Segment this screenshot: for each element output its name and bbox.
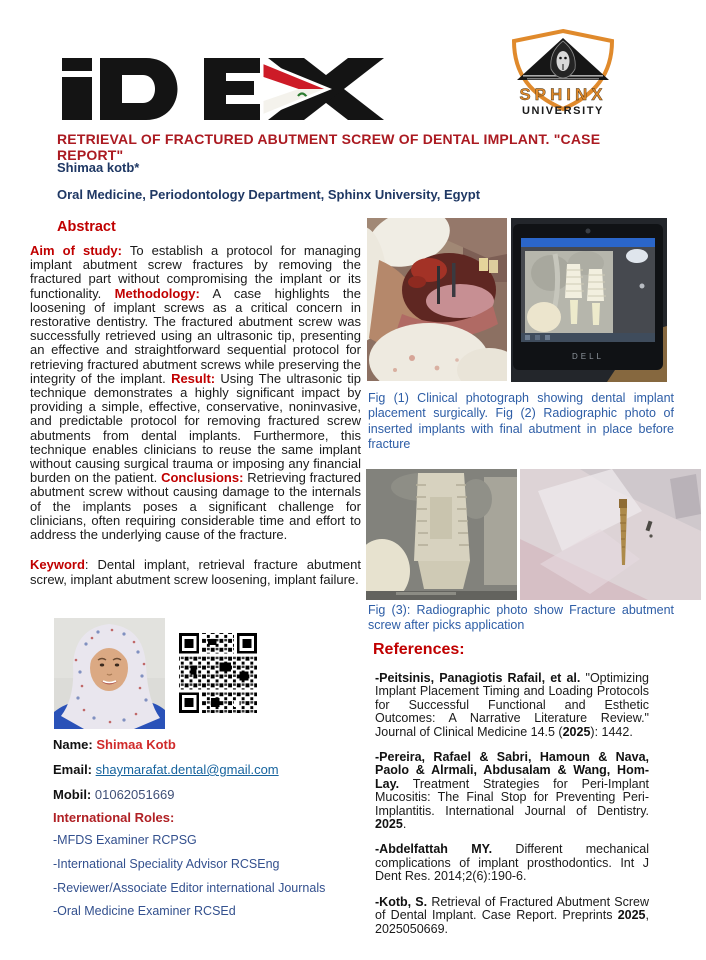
role-item: -Reviewer/Associate Editor international Journals (53, 881, 326, 895)
role-item: -Oral Medicine Examiner RCSEd (53, 904, 236, 918)
reference-item: -Pereira, Rafael & Sabri, Hamoun & Nava, Paolo & Alrmali, Abdusalam & Wang, Hom-Lay. Treatment Strategies for Peri-Implant Mucositis: The Final Stop for Preventing Peri-Implantitis. International Journal of Dentistry. 2025. (375, 750, 649, 832)
name-value: Shimaa Kotb (96, 737, 176, 752)
contact-name-row (53, 737, 176, 752)
methodology-label: Methodology: (114, 285, 200, 301)
email-label: Email: (53, 762, 93, 777)
conclusions-label: Conclusions: (161, 470, 244, 486)
sphinx-university-logo (496, 28, 630, 120)
sphinx-logo-text: SPHINX (519, 85, 607, 104)
name-label: Name: (53, 737, 93, 752)
references-heading: References: (373, 641, 465, 658)
international-roles-heading: International Roles: (53, 810, 175, 825)
email-link[interactable]: shaymarafat.dental@gmail.com (95, 762, 279, 777)
fig1-2-caption: Fig (1) Clinical photograph showing dental implant placement surgically. Fig (2) Radiographic photo of inserted implants with final abutment in place before fracture (368, 391, 674, 451)
abstract-body (30, 244, 361, 542)
references-list (375, 672, 649, 948)
fig3-radiograph-photo (366, 469, 517, 600)
result-text: Using The ultrasonic tip technique demonstrates a highly significant impact by providing a simple, effective, conservative, noninvasive, and predictable protocol for removing fractured screw abutments from dental implants. Furthermore, this technique enables clinicians to reuse the same implant without causing surgical trauma or imposing any financial burden on the patient. (30, 370, 361, 486)
sphinx-logo-subtext: UNIVERSITY (521, 105, 605, 117)
aim-text: To establish a protocol for managing implant abutment screw fractures by removing the fractured part without compromising the implant or its functionality. (30, 243, 361, 301)
fig1-clinical-photo (367, 218, 507, 381)
page-title: RETRIEVAL OF FRACTURED ABUTMENT SCREW OF DENTAL IMPLANT. "CASE REPORT" (57, 131, 601, 163)
keyword-text: : Dental implant, retrieval fracture abutment screw, implant abutment screw loosening, implant failure. (30, 557, 361, 587)
reference-item: -Peitsinis, Panagiotis Rafail, et al. "Optimizing Implant Placement Timing and Loading Protocols for Successful Functional and Esthetic Outcomes: A Narrative Literature Review." Journal of Clinical Medicine 14.5 (2025): 1442. (375, 671, 649, 739)
contact-mobile-row (53, 787, 174, 802)
methodology-text: A case highlights the loosening of implant screws as a critical concern in restorative dentistry. The fractured abutment screw was successfully retrieved using an ultrasonic tip, presenting an effective and straightforward sequential protocol for retrieving fractured abutment screws while preserving the integrity of the implant. (30, 285, 361, 386)
reference-item: -Abdelfattah MY. Different mechanical complications of implant prosthodontics. Int J Dent Res. 2014;2(6):190-6. (375, 842, 649, 884)
affiliation: Oral Medicine, Periodontology Department, Sphinx University, Egypt (57, 187, 481, 202)
aim-label: Aim of study: (30, 243, 122, 258)
monitor-brand-text: DELL (571, 352, 605, 361)
fig3-caption: Fig (3): Radiographic photo show Fracture abutment screw after picks application (368, 603, 674, 633)
result-label: Result: (171, 370, 216, 386)
mobile-value: 01062051669 (94, 787, 175, 802)
author-name: Shimaa kotb* (57, 160, 140, 175)
idex-logo (62, 58, 384, 120)
role-item: -International Speciality Advisor RCSEng (53, 857, 280, 871)
keyword-label: Keyword (30, 557, 85, 572)
mobile-label: Mobil: (53, 787, 92, 802)
abstract-heading: Abstract (57, 219, 116, 235)
reference-item: -Kotb, S. Retrieval of Fractured Abutment Screw of Dental Implant. Case Report. Preprints 2025, 2025050669. (375, 894, 649, 936)
role-item: -MFDS Examiner RCPSG (53, 833, 197, 847)
fig2-monitor-radiograph (511, 218, 667, 382)
fig3-fractured-screw-photo (520, 469, 701, 600)
keywords (30, 557, 361, 587)
author-portrait-photo (54, 618, 165, 729)
conclusions-text: Retrieving fractured abutment screw without causing damage to the internals of the implants poses a significant challenge for clinicians, often requiring considerable time and effort to address the underlying cause of the fracture. (30, 470, 361, 543)
qr-code (176, 630, 260, 716)
contact-email-row (53, 762, 279, 777)
